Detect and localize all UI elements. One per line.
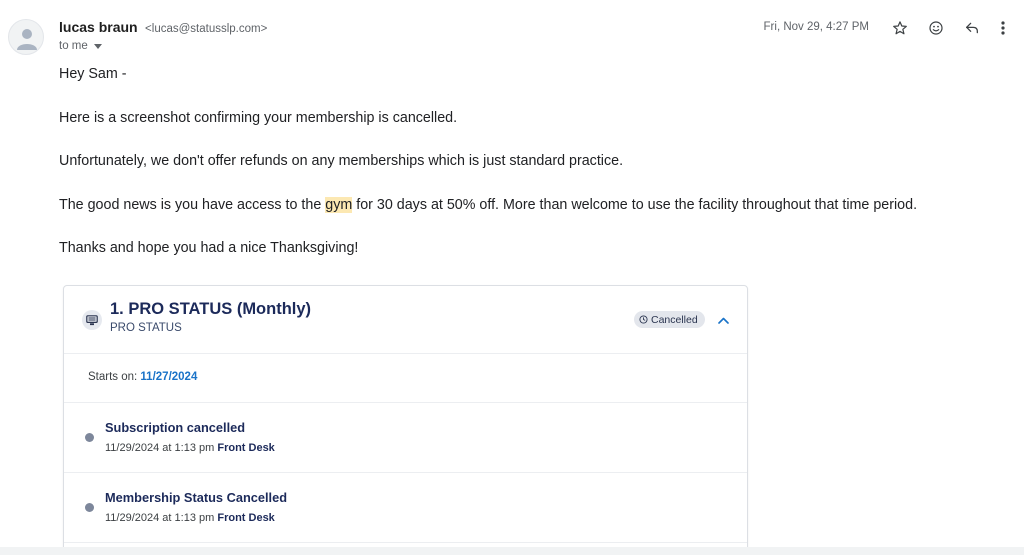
sender-name[interactable]: lucas braun	[59, 19, 138, 35]
sender-email: <lucas@statusslp.com>	[145, 23, 268, 35]
timeline-event	[64, 473, 747, 543]
plan-title: 1. PRO STATUS (Monthly)	[110, 300, 312, 318]
event-meta	[105, 442, 275, 454]
status-badge	[634, 311, 705, 328]
timeline-dot	[85, 503, 94, 512]
star-icon	[892, 20, 908, 36]
emoji-button[interactable]	[918, 16, 954, 40]
membership-card-header	[64, 286, 747, 354]
status-badge-label: Cancelled	[651, 313, 698, 326]
sender-line	[59, 19, 267, 37]
greeting: Hey Sam -	[59, 66, 127, 82]
paragraph-refund-policy: Unfortunately, we don't offer refunds on any memberships which is just standard practice.	[59, 153, 624, 169]
emoji-reaction-icon	[928, 20, 944, 36]
start-date-row	[64, 354, 747, 403]
paragraph-access-offer	[59, 195, 999, 239]
clock-icon	[639, 315, 648, 324]
plan-subtitle: PRO STATUS	[110, 322, 182, 334]
start-date-label: Starts on:	[88, 371, 141, 383]
access-offer-text-end: for 30 days at 50% off. More than welcome to use the facility throughout that time period.	[352, 196, 918, 213]
email-date: Fri, Nov 29, 4:27 PM	[763, 21, 869, 33]
event-actor: Front Desk	[217, 512, 275, 524]
membership-card-icon	[82, 310, 102, 330]
reply-button[interactable]	[954, 16, 990, 40]
event-meta	[105, 512, 275, 524]
event-timestamp: 11/29/2024 at 1:13 pm	[105, 442, 215, 454]
chevron-up-icon	[718, 317, 729, 324]
paragraph-confirmation: Here is a screenshot confirming your membership is cancelled.	[59, 109, 458, 126]
event-title: Subscription cancelled	[105, 420, 246, 435]
recipient-details[interactable]	[59, 40, 102, 52]
highlighted-word: gym	[325, 196, 353, 213]
closing-line: Thanks and hope you had a nice Thanksgiving!	[59, 240, 359, 256]
timeline-event	[64, 403, 747, 473]
collapse-button[interactable]	[714, 311, 732, 329]
sender-avatar[interactable]	[8, 19, 44, 55]
recipient-label: to me	[59, 40, 88, 52]
reply-icon	[964, 20, 980, 36]
email-body	[59, 64, 999, 282]
timeline-dot	[85, 433, 94, 442]
event-title: Membership Status Cancelled	[105, 490, 288, 505]
more-options-button[interactable]	[990, 16, 1016, 40]
event-timestamp: 11/29/2024 at 1:13 pm	[105, 512, 215, 524]
more-vertical-icon	[1001, 21, 1005, 35]
start-date-value: 11/27/2024	[140, 371, 198, 383]
caret-down-icon[interactable]	[94, 44, 102, 49]
message-actions	[882, 16, 1016, 40]
window-bottom-edge	[0, 547, 1024, 555]
access-offer-text-start: The good news is you have access to the	[59, 196, 326, 213]
person-avatar-icon	[9, 20, 44, 55]
event-actor: Front Desk	[217, 442, 275, 454]
membership-screenshot	[63, 285, 748, 555]
star-button[interactable]	[882, 16, 918, 40]
